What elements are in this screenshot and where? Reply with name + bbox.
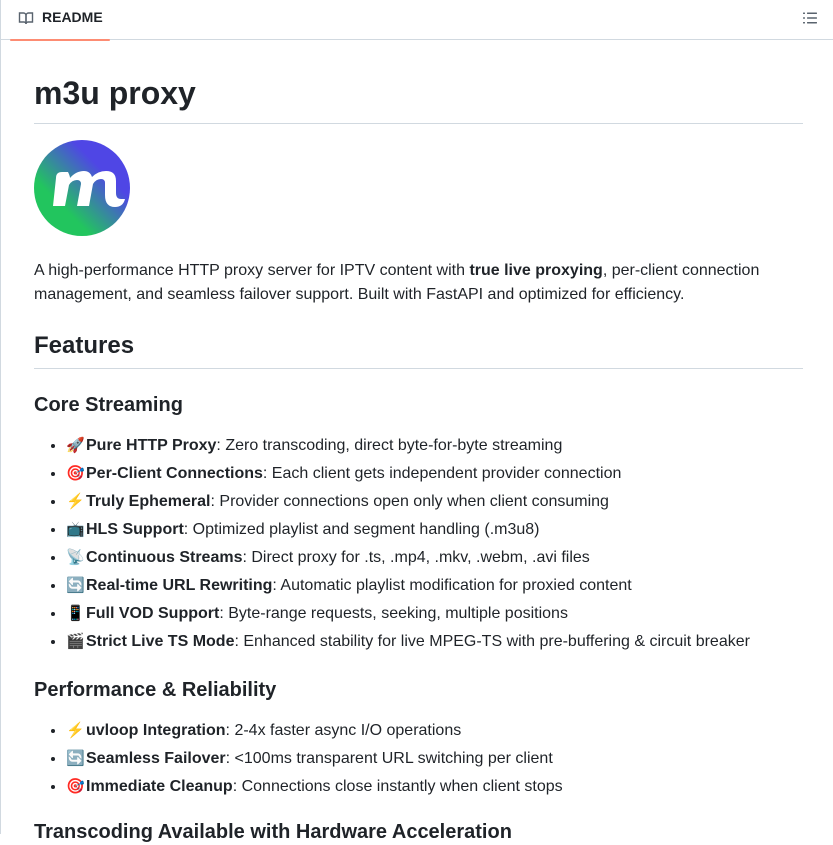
readme-header bbox=[1, 0, 833, 40]
page-title: m3u proxy bbox=[34, 75, 196, 111]
list-item: • 📺HLS Support: Optimized playlist and segment handling (.m3u8) bbox=[66, 518, 750, 546]
tab-readme-label: README bbox=[42, 9, 103, 25]
m3u-proxy-logo bbox=[34, 140, 130, 236]
list-item: • 🚀Pure HTTP Proxy: Zero transcoding, direct byte-for-byte streaming bbox=[66, 434, 750, 462]
active-tab-indicator bbox=[10, 39, 110, 41]
list-item: • ⚡uvloop Integration: 2-4x faster async I/O operations bbox=[66, 719, 563, 747]
list-item: • 🎬Strict Live TS Mode: Enhanced stability for live MPEG-TS with pre-buffering & circuit breaker bbox=[66, 630, 750, 658]
clapperboard-icon: 🎬 bbox=[66, 633, 85, 650]
intro-paragraph bbox=[34, 259, 803, 307]
transcoding-heading: Transcoding Available with Hardware Acceleration bbox=[34, 821, 512, 843]
refresh-icon: 🔄 bbox=[66, 577, 85, 594]
target-icon: 🎯 bbox=[66, 465, 85, 482]
tv-icon: 📺 bbox=[66, 521, 85, 538]
lightning-icon: ⚡ bbox=[66, 722, 85, 739]
features-heading: Features bbox=[34, 332, 135, 359]
target-icon: 🎯 bbox=[66, 778, 85, 795]
list-item: • 🎯Immediate Cleanup: Connections close instantly when client stops bbox=[66, 775, 563, 803]
divider bbox=[34, 368, 803, 369]
intro-text: A high-performance HTTP proxy server for IPTV content with bbox=[34, 262, 470, 279]
refresh-icon: 🔄 bbox=[66, 750, 85, 767]
intro-bold: true live proxying bbox=[469, 262, 603, 279]
list-item: • 📡Continuous Streams: Direct proxy for .ts, .mp4, .mkv, .webm, .avi files bbox=[66, 546, 750, 574]
core-streaming-list bbox=[34, 434, 750, 658]
performance-heading: Performance & Reliability bbox=[34, 679, 277, 701]
core-streaming-heading: Core Streaming bbox=[34, 394, 183, 416]
lightning-icon: ⚡ bbox=[66, 493, 85, 510]
performance-list bbox=[34, 719, 563, 803]
tab-readme[interactable] bbox=[10, 0, 110, 40]
rocket-icon: 🚀 bbox=[66, 437, 85, 454]
book-icon bbox=[18, 10, 34, 26]
list-unordered-icon[interactable] bbox=[802, 10, 818, 26]
list-item: • 📱Full VOD Support: Byte-range requests, seeking, multiple positions bbox=[66, 602, 750, 630]
list-item: • ⚡Truly Ephemeral: Provider connections open only when client consuming bbox=[66, 490, 750, 518]
intro-text-end: , per-client connection management, and seamless failover support. Built with FastAPI and optimized for efficiency. bbox=[34, 262, 760, 303]
list-item: • 🔄Seamless Failover: <100ms transparent URL switching per client bbox=[66, 747, 563, 775]
list-item: • 🎯Per-Client Connections: Each client gets independent provider connection bbox=[66, 462, 750, 490]
list-item: • 🔄Real-time URL Rewriting: Automatic playlist modification for proxied content bbox=[66, 574, 750, 602]
satellite-antenna-icon: 📡 bbox=[66, 549, 85, 566]
mobile-phone-icon: 📱 bbox=[66, 605, 85, 622]
divider bbox=[34, 123, 803, 124]
